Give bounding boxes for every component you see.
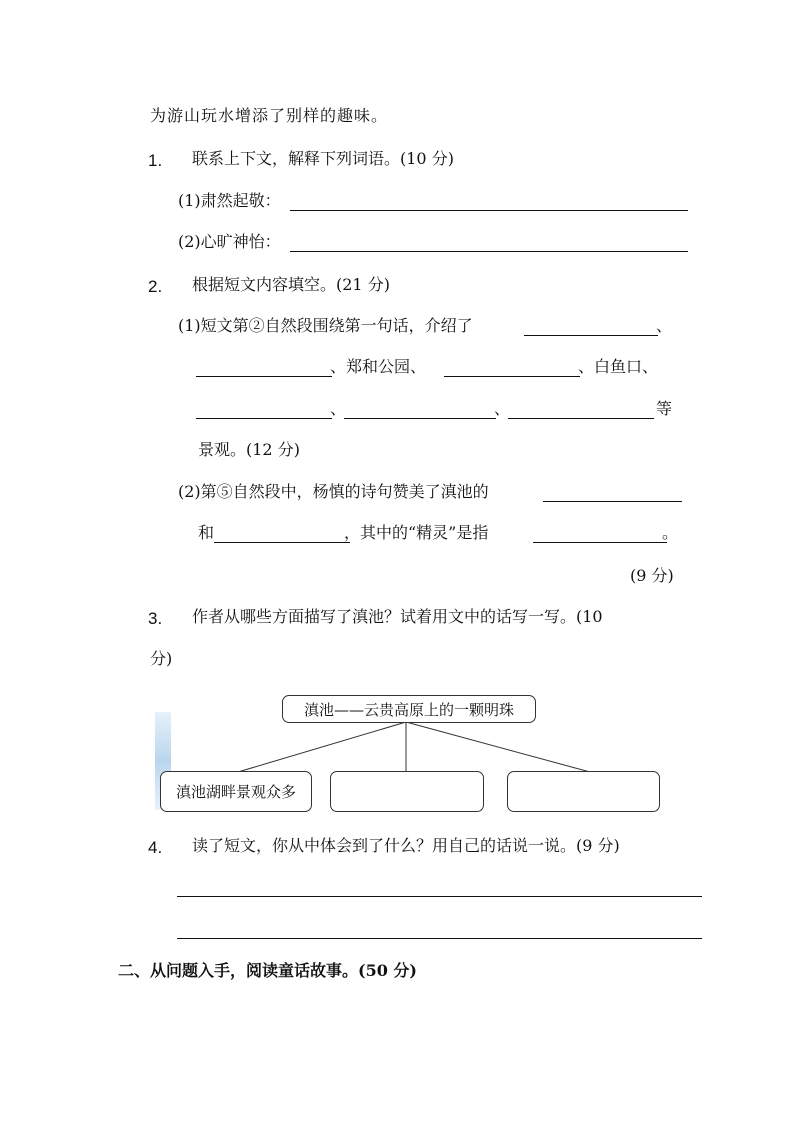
q2-p1-sep3: 、白鱼口、 — [578, 357, 659, 376]
q3-prompt: 作者从哪些方面描写了滇池？试着用文中的话写一写。(10 — [192, 607, 603, 626]
q2-p1-sep2: 、郑和公园、 — [330, 357, 427, 376]
q3-diagram-root: 滇池——云贵高原上的一颗明珠 — [282, 695, 536, 723]
q4-number: 4. — [148, 838, 163, 857]
q2-p1-sep1: 、 — [656, 316, 673, 335]
intro-line: 为游山玩水增添了别样的趣味。 — [150, 106, 389, 125]
q3-prompt-wrap: 分) — [150, 649, 173, 668]
q2-p2-he: 和 — [198, 523, 215, 542]
q2-p1-tail: 等 — [656, 399, 673, 418]
q2-p1-sep5: 、 — [494, 399, 511, 418]
q2-number: 2. — [148, 277, 163, 296]
q2-p1-start: (1)短文第②自然段围绕第一句话，介绍了 — [178, 316, 473, 335]
q2-p1-sep4: 、 — [330, 399, 347, 418]
q4-prompt: 读了短文，你从中体会到了什么？用自己的话说一说。(9 分) — [192, 836, 620, 855]
q4-answer-line-2[interactable] — [177, 938, 702, 939]
q3-diagram-leaf-2[interactable] — [330, 771, 484, 812]
q2-prompt: 根据短文内容填空。(21 分) — [192, 275, 390, 294]
q1-item-1-label: (1)肃然起敬： — [178, 191, 281, 210]
q2-p2-score: (9 分) — [630, 566, 674, 585]
q2-p2-mid: ，其中的“精灵”是指 — [344, 523, 489, 542]
q1-item-2-label: (2)心旷神怡： — [178, 232, 281, 251]
q2-p1-line4: 景观。(12 分) — [198, 440, 300, 459]
q1-number: 1. — [148, 151, 163, 170]
q4-answer-line-1[interactable] — [177, 896, 702, 897]
q2-p2-end: 。 — [662, 523, 679, 542]
q1-prompt: 联系上下文，解释下列词语。(10 分) — [192, 149, 454, 168]
q3-diagram-leaf-3[interactable] — [507, 771, 660, 812]
q3-diagram-leaf-1: 滇池湖畔景观众多 — [160, 771, 312, 812]
q2-p2-start: (2)第⑤自然段中，杨慎的诗句赞美了滇池的 — [178, 482, 489, 501]
section-2-heading: 二、从问题入手，阅读童话故事。(50 分) — [118, 961, 417, 980]
q3-number: 3. — [148, 609, 163, 628]
